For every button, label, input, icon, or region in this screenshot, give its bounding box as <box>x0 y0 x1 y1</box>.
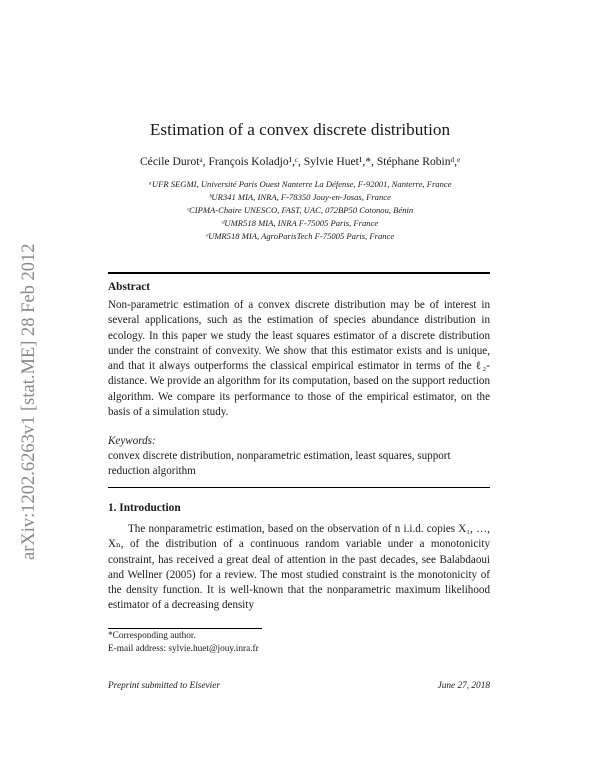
arxiv-stamp: arXiv:1202.6263v1 [stat.ME] 28 Feb 2012 <box>19 243 39 560</box>
abstract-text <box>108 298 490 420</box>
affiliation-d: ᵈUMR518 MIA, INRA F-75005 Paris, France <box>221 218 379 228</box>
footnote-email: E-mail address: sylvie.huet@jouy.inra.fr <box>108 644 259 654</box>
footnote-corresponding: *Corresponding author. <box>108 631 196 641</box>
abstract-top-rule <box>108 272 490 274</box>
author-list: Cécile Durotᵃ, François Koladjo¹,ᶜ, Sylvie Huet¹,*, Stéphane Robinᵈ,ᵉ <box>139 155 461 168</box>
footer-date: June 27, 2018 <box>437 681 490 691</box>
paper-title: Estimation of a convex discrete distribution <box>149 120 451 139</box>
affiliation-a: ᵃUFR SEGMI, Université Paris Ouest Nanterre La Défense, F-92001, Nanterre, France <box>148 179 452 189</box>
abstract-body: Non-parametric estimation of a convex discrete distribution may be of interest in several applications, such as the estimation of species abundance distribution in ecology. In this paper we study the least squares estimator of a discrete distribution under the constraint of convexity. We show that this estimator exists and is unique, and that it always outperforms the classical empirical estimator in terms of the ℓ₂-distance. We provide an algorithm for its computation, based on the support reduction algorithm. We compare its performance to those of the empirical estimator, on the basis of a simulation study. <box>108 299 490 419</box>
affiliation-c: ᶜCIPMA-Chaire UNESCO, FAST, UAC, 072BP50 Cotonou, Bénin <box>186 205 414 215</box>
abstract-bottom-rule <box>108 487 490 488</box>
section-heading-introduction: 1. Introduction <box>108 502 181 514</box>
affiliation-e: ᵉUMR518 MIA, AgroParisTech F-75005 Paris, France <box>205 231 395 241</box>
keywords-text: convex discrete distribution, nonparametric estimation, least squares, support reduction algorithm <box>108 450 451 478</box>
abstract-heading: Abstract <box>108 281 151 293</box>
affiliation-b: ᵇUR341 MIA, INRA, F-78350 Jouy-en-Josas, France <box>209 192 391 202</box>
keywords-label: Keywords: <box>108 435 156 447</box>
introduction-text: The nonparametric estimation, based on the observation of n i.i.d. copies X₁, …, Xₙ, of the distribution of a continuous random variable under a monotonicity constraint, has received a great deal of attention in the past decades, see Balabdaoui and Wellner (2005) for a review. The most studied constraint is the monotonicity of the density function. It is well-known that the nonparametric maximum likelihood estimator of a decreasing density <box>108 523 490 612</box>
footer-preprint: Preprint submitted to Elsevier <box>108 681 220 691</box>
footnote-rule <box>108 628 262 629</box>
